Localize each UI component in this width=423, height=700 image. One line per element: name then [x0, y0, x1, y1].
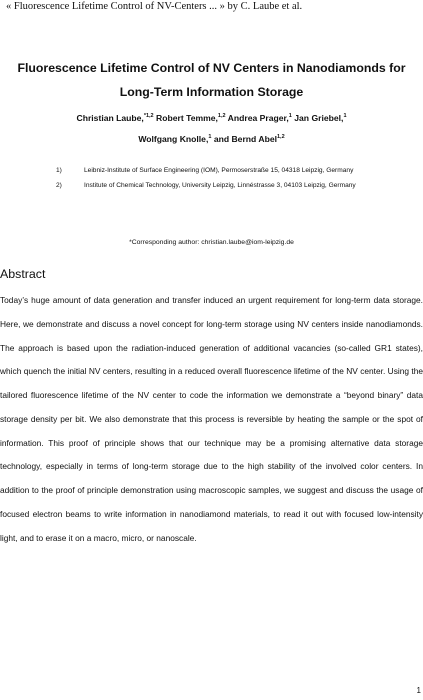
page-number: 1 — [416, 686, 421, 695]
author-affiliation-mark: 1,2 — [217, 113, 226, 119]
author-affiliation-mark: 1,2 — [277, 134, 285, 140]
paper-title — [10, 56, 413, 104]
affiliation-list — [56, 163, 406, 193]
author-name: Jan Griebel, — [294, 113, 344, 123]
affiliation-item — [56, 178, 406, 193]
running-header: « Fluorescence Lifetime Control of NV-Centers ... » by C. Laube et al. — [6, 1, 303, 12]
author-affiliation-mark: *1,2 — [143, 113, 154, 119]
author-name: Christian Laube, — [76, 113, 144, 123]
affiliation-text: Leibniz-Institute of Surface Engineering (IOM), Permoserstraße 15, 04318 Leipzig, Germany — [84, 167, 354, 174]
affiliation-text: Institute of Chemical Technology, University Leipzig, Linnéstrasse 3, 04103 Leipzig, Germany — [84, 182, 356, 189]
author-affiliation-mark: 1 — [343, 113, 347, 119]
author-list — [10, 108, 413, 150]
abstract-heading: Abstract — [0, 267, 46, 281]
author-name: Robert Temme, — [156, 113, 218, 123]
title-line-1: Fluorescence Lifetime Control of NV Centers in Nanodiamonds for — [17, 61, 406, 75]
author-affiliation-mark: 1 — [288, 113, 292, 119]
author-line-1 — [10, 108, 413, 129]
author-line-2 — [10, 129, 413, 150]
author-name: Wolfgang Knolle, — [138, 134, 209, 144]
author-affiliation-mark: 1 — [208, 134, 212, 140]
author-name: Andrea Prager, — [227, 113, 289, 123]
abstract-body: Today’s huge amount of data generation and transfer induced an urgent requirement for long-term data storage. Here, we demonstrate and discuss a novel concept for long-term storage using NV centers inside nanodiamonds. The approach is based upon the radiation-induced generation of additional vacancies (so-called GR1 states), which quench the initial NV centers, resulting in a reduced overall fluorescence lifetime of the NV center. Using the tailored fluorescence lifetime of the NV center to code the information we demonstrate a “beyond binary” data storage density per bit. We also demonstrate that this process is reversible by heating the sample or the spot of information. This proof of principle shows that our technique may be a promising alternative data storage technology, especially in terms of long-term storage due to the high stability of the involved color centers. In addition to the proof of principle demonstration using macroscopic samples, we suggest and discuss the usage of focused electron beams to write information in nanodiamond materials, to read it out with focused low-intensity light, and to erase it on a macro, micro, or nanoscale. — [0, 295, 423, 543]
corresponding-author: *Corresponding author: christian.laube@iom-leipzig.de — [129, 239, 294, 246]
affiliation-number: 2) — [56, 182, 62, 189]
title-line-2: Long-Term Information Storage — [119, 85, 304, 99]
affiliation-item — [56, 163, 406, 178]
author-name: and Bernd Abel — [213, 134, 277, 144]
affiliation-number: 1) — [56, 167, 62, 174]
